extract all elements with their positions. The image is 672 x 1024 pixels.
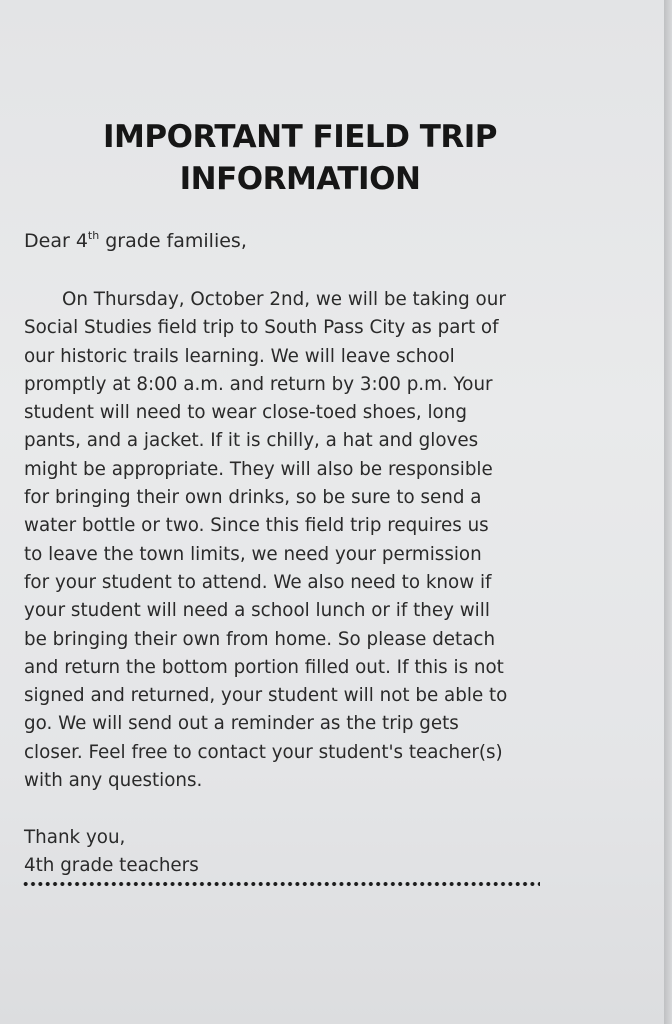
title-line-2: INFORMATION	[179, 161, 421, 197]
body-line: pants, and a jacket. If it is chilly, a hat and gloves	[24, 430, 479, 452]
greeting-end: grade families,	[99, 230, 247, 252]
body-line: On Thursday, October 2nd, we will be taking our	[62, 289, 506, 310]
closing-signer: 4th grade teachers	[24, 855, 199, 876]
body-line: for bringing their own drinks, so be sure to send a	[24, 487, 482, 509]
body-line: with any questions.	[24, 770, 203, 792]
greeting-start: Dear 4	[24, 230, 88, 252]
greeting	[24, 227, 247, 255]
body-line: to leave the town limits, we need your permission	[24, 543, 482, 565]
body-line: student will need to wear close-toed shoes, long	[24, 402, 467, 424]
body-line: promptly at 8:00 a.m. and return by 3:00 p.m. Your	[24, 373, 493, 395]
title-line-1: IMPORTANT FIELD TRIP	[103, 119, 497, 155]
body-line: water bottle or two. Since this field trip requires us	[24, 515, 489, 537]
page-title	[60, 116, 540, 200]
body-line: and return the bottom portion filled out. If this is not	[24, 656, 504, 678]
detach-dotted-line	[22, 881, 540, 887]
greeting-superscript: th	[87, 229, 100, 242]
closing-thanks: Thank you,	[24, 827, 126, 848]
letter-body	[24, 286, 554, 795]
page-edge	[664, 0, 672, 1024]
body-line: your student will need a school lunch or if they will	[24, 600, 490, 622]
body-line: closer. Feel free to contact your student's teacher(s)	[24, 741, 503, 763]
body-line: go. We will send out a reminder as the trip gets	[24, 713, 459, 735]
body-line: Social Studies field trip to South Pass City as part of	[24, 317, 499, 339]
body-line: be bringing their own from home. So please detach	[24, 628, 496, 650]
closing-signature	[24, 824, 199, 880]
body-line: might be appropriate. They will also be responsible	[24, 458, 493, 480]
body-line: for your student to attend. We also need to know if	[24, 571, 492, 593]
body-line: signed and returned, your student will not be able to	[24, 685, 508, 707]
body-line: our historic trails learning. We will leave school	[24, 345, 455, 367]
